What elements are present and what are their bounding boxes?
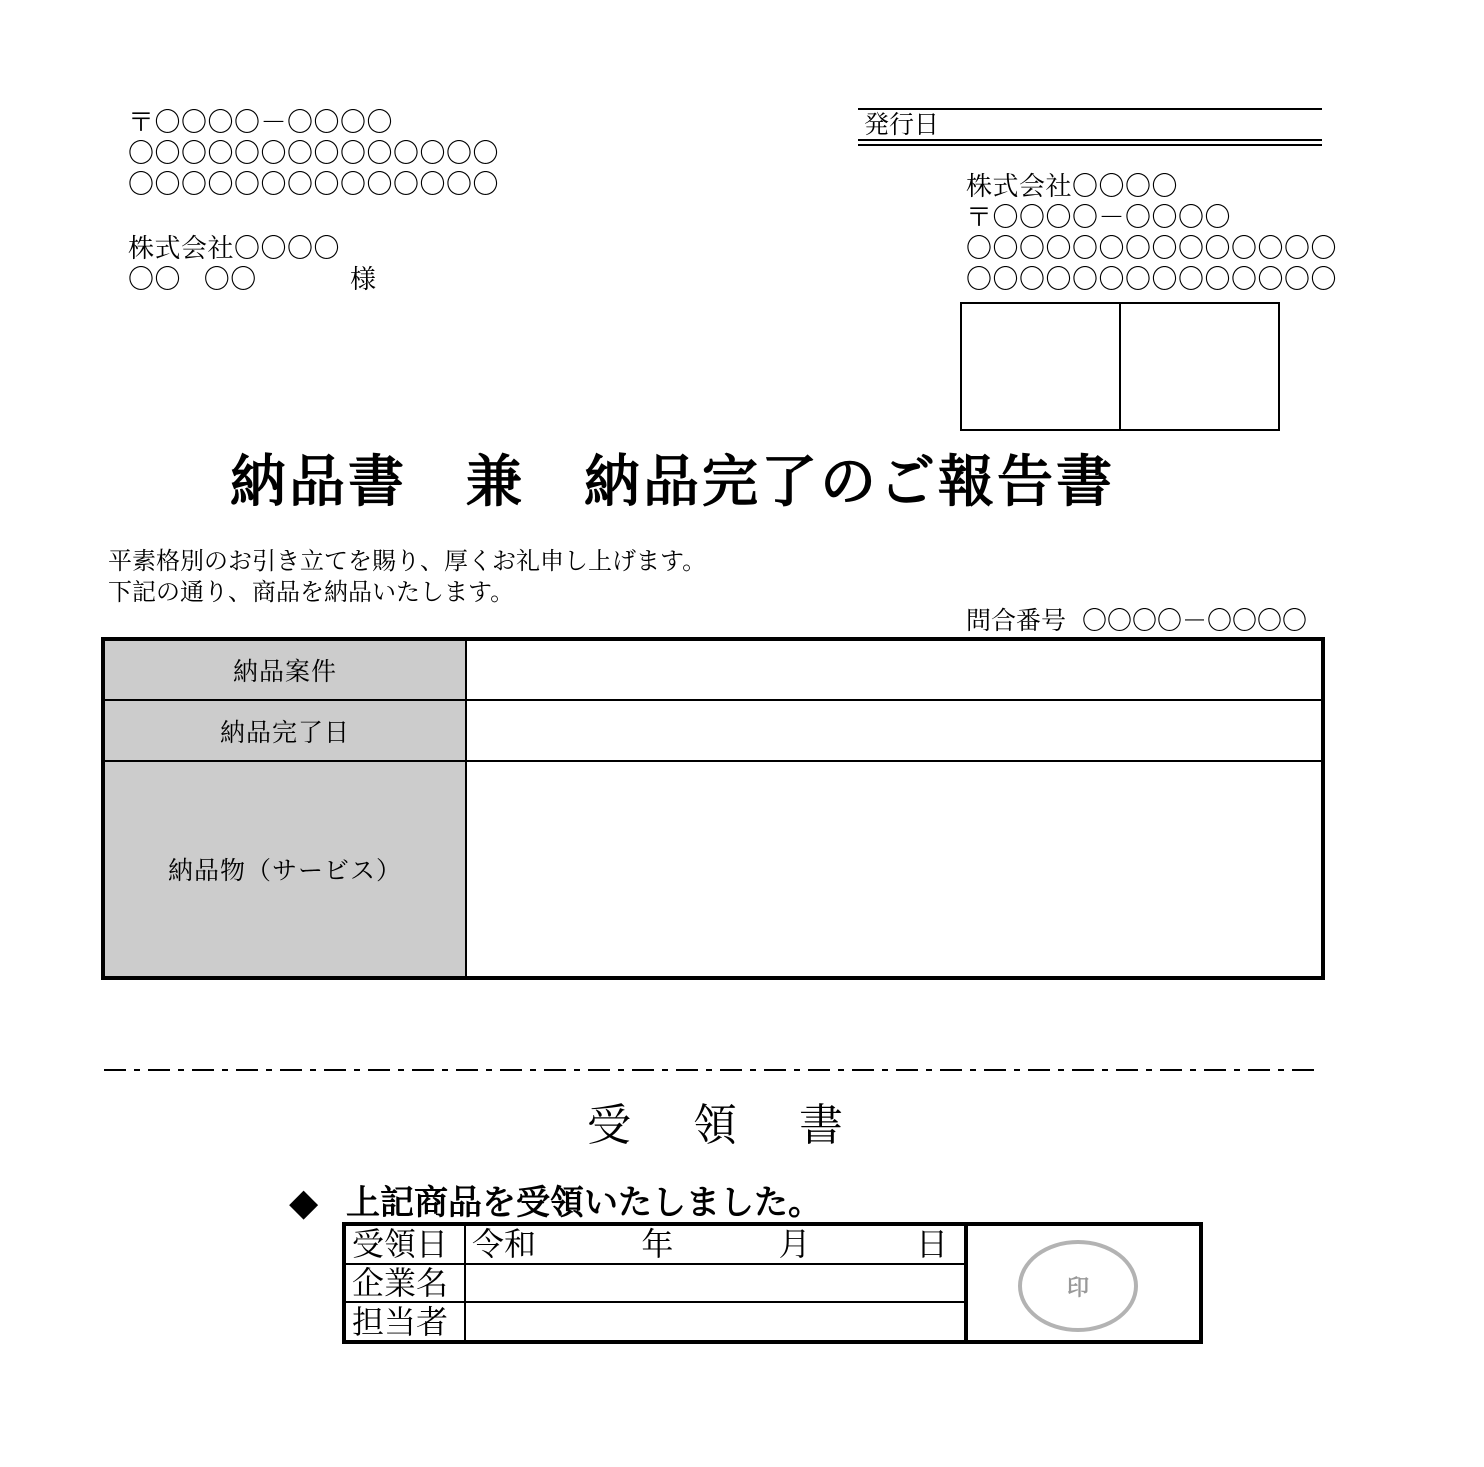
- receipt-box: [342, 1222, 1203, 1344]
- greeting: [108, 546, 706, 608]
- recipient-person: 〇〇 〇〇: [128, 265, 257, 295]
- recipient-address-line2: 〇〇〇〇〇〇〇〇〇〇〇〇〇〇: [128, 170, 500, 200]
- deliverables-value[interactable]: [466, 761, 1323, 978]
- receipt-title: 受領書: [587, 1100, 905, 1151]
- recipient-address: [128, 108, 499, 201]
- delivery-table: [101, 637, 1325, 980]
- stamp-box-left[interactable]: [962, 304, 1119, 429]
- stamp-box-right[interactable]: [1119, 304, 1278, 429]
- recipient-company: 株式会社〇〇〇〇: [128, 234, 341, 264]
- inquiry-number: [966, 606, 1307, 636]
- receipt-date-year: 年: [641, 1225, 674, 1264]
- document-title: 納品書 兼 納品完了のご報告書: [230, 450, 1115, 515]
- receipt-date-field[interactable]: [465, 1226, 964, 1264]
- sender-address-line2: 〇〇〇〇〇〇〇〇〇〇〇〇〇〇: [966, 265, 1338, 295]
- cut-line: [104, 1068, 1322, 1072]
- greeting-line1: 平素格別のお引き立てを賜り、厚くお礼申し上げます。: [108, 547, 707, 575]
- receipt-company-field[interactable]: [465, 1264, 964, 1303]
- sender-block: [966, 172, 1337, 296]
- table-row: [103, 761, 1323, 978]
- seal-area[interactable]: [964, 1226, 1199, 1340]
- inquiry-label: 問合番号: [966, 606, 1067, 635]
- table-row: [346, 1226, 964, 1264]
- delivery-project-value[interactable]: [466, 639, 1323, 700]
- completion-date-label: 納品完了日: [103, 700, 466, 761]
- delivery-project-label: 納品案件: [103, 639, 466, 700]
- receipt-date-label: 受領日: [346, 1226, 465, 1264]
- recipient-address-line1: 〇〇〇〇〇〇〇〇〇〇〇〇〇〇: [128, 139, 500, 169]
- receipt-person-field[interactable]: [465, 1302, 964, 1340]
- table-row: [103, 700, 1323, 761]
- table-row: [346, 1302, 964, 1340]
- recipient-postal: 〒〇〇〇〇－〇〇〇〇: [128, 108, 394, 138]
- table-row: [346, 1264, 964, 1303]
- sender-postal: 〒〇〇〇〇－〇〇〇〇: [966, 203, 1232, 233]
- receipt-table: [346, 1226, 964, 1340]
- stamp-boxes: [960, 302, 1280, 431]
- sender-company: 株式会社〇〇〇〇: [966, 172, 1179, 202]
- deliverables-label: 納品物（サービス）: [103, 761, 466, 978]
- receipt-date-era: 令和: [472, 1225, 537, 1264]
- issue-date-field[interactable]: [858, 139, 1322, 146]
- recipient-honorific: 様: [350, 265, 377, 295]
- greeting-line2: 下記の通り、商品を納品いたします。: [108, 578, 515, 606]
- issue-date-label: 発行日: [864, 110, 940, 139]
- receipt-company-label: 企業名: [346, 1264, 465, 1303]
- diamond-icon: ◆: [289, 1180, 319, 1224]
- receipt-date-month: 月: [778, 1225, 811, 1264]
- sender-address-line1: 〇〇〇〇〇〇〇〇〇〇〇〇〇〇: [966, 234, 1338, 264]
- receipt-date-day: 日: [915, 1225, 948, 1264]
- seal-mark: 印: [1018, 1240, 1138, 1332]
- table-row: [103, 639, 1323, 700]
- completion-date-value[interactable]: [466, 700, 1323, 761]
- inquiry-value: 〇〇〇〇－〇〇〇〇: [1081, 606, 1307, 635]
- receipt-person-label: 担当者: [346, 1302, 465, 1340]
- receipt-note: 上記商品を受領いたしました。: [346, 1183, 822, 1223]
